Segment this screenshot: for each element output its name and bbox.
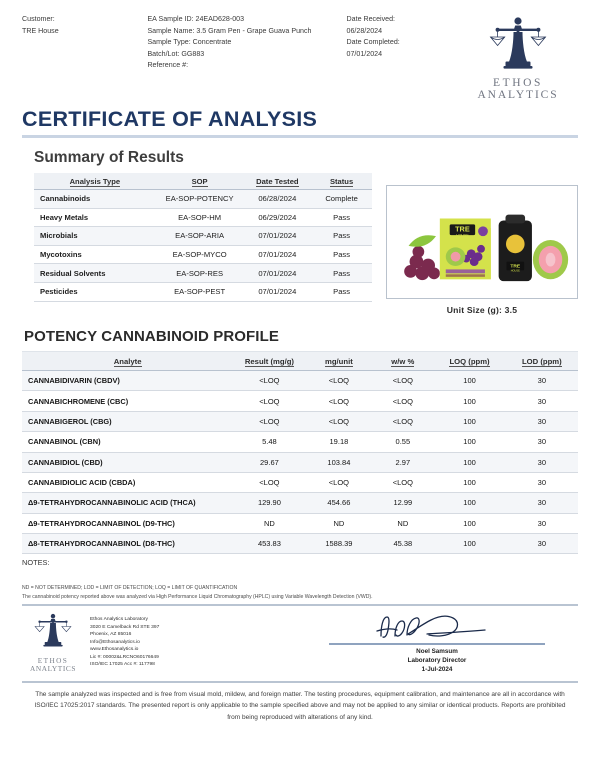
cell-date-tested: 07/01/2024 — [244, 282, 312, 301]
cell-analysis-type: Pesticides — [34, 282, 156, 301]
cell-ww: 12.99 — [372, 493, 433, 513]
cell-loq: 100 — [433, 432, 505, 452]
cell-mg-unit: <LOQ — [306, 472, 373, 492]
cell-status: Complete — [311, 190, 372, 209]
logo-text-ethos: ETHOS — [492, 77, 544, 89]
cell-analysis-type: Microbials — [34, 227, 156, 246]
cell-lod: 30 — [506, 371, 578, 391]
potency-cannabinoid-table — [22, 351, 578, 554]
cell-result: <LOQ — [233, 371, 305, 391]
cell-mg-unit: ND — [306, 513, 373, 533]
cell-ww: <LOQ — [372, 411, 433, 431]
cell-loq: 100 — [433, 513, 505, 533]
table-header-row — [22, 352, 578, 371]
cell-status: Pass — [311, 208, 372, 227]
reference-number: Reference #: — [147, 61, 189, 70]
signed-date: 1-Jul-2024 — [421, 665, 453, 673]
col-loq: LOQ (ppm) — [433, 352, 505, 371]
signature-image — [367, 612, 507, 642]
date-received-value: 06/28/2024 — [346, 26, 383, 35]
cell-result: <LOQ — [233, 472, 305, 492]
cell-ww: <LOQ — [372, 472, 433, 492]
cell-ww: 2.97 — [372, 452, 433, 472]
document-footer — [22, 612, 578, 723]
footer-logo-ethos: ETHOS — [37, 655, 69, 665]
notes-method: The cannabinoid potency reported above was analyzed via High Performance Liquid Chromatography (HPLC) using Variable Wavelength Detection (VWD). — [22, 593, 373, 600]
cell-mg-unit: <LOQ — [306, 391, 373, 411]
footer-divider — [22, 681, 578, 683]
table-row — [34, 282, 372, 301]
cell-result: <LOQ — [233, 411, 305, 431]
cell-analyte: CANNABICHROMENE (CBC) — [22, 391, 233, 411]
cell-result: <LOQ — [233, 391, 305, 411]
table-row — [34, 227, 372, 246]
date-completed-value: 07/01/2024 — [346, 49, 383, 58]
footer-brand-block — [22, 612, 272, 673]
cell-sop: EA-SOP-ARIA — [156, 227, 244, 246]
lab-email[interactable]: Info@Ethosanalytics.io — [90, 639, 140, 645]
sample-name: Sample Name: 3.5 Gram Pen - Grape Guava Punch — [147, 26, 312, 35]
cell-loq: 100 — [433, 411, 505, 431]
notes-label: NOTES: — [22, 558, 50, 568]
product-image-frame — [386, 185, 578, 299]
cell-result: 29.67 — [233, 452, 305, 472]
svg-text:TRE: TRE — [455, 224, 470, 234]
summary-results-table — [34, 173, 372, 302]
scales-of-justice-icon — [30, 612, 76, 652]
sample-id: EA Sample ID: 24EAD628-003 — [147, 15, 245, 23]
table-row — [34, 264, 372, 283]
col-result: Result (mg/g) — [233, 352, 305, 371]
col-analysis-type: Analysis Type — [34, 173, 156, 190]
cell-date-tested: 07/01/2024 — [244, 245, 312, 264]
cell-ww: ND — [372, 513, 433, 533]
page-title: CERTIFICATE OF ANALYSIS — [22, 107, 318, 131]
scales-of-justice-icon — [487, 14, 549, 76]
cell-loq: 100 — [433, 391, 505, 411]
table-row — [22, 391, 578, 411]
cell-sop: EA-SOP-PEST — [156, 282, 244, 301]
cell-lod: 30 — [506, 391, 578, 411]
summary-section — [22, 173, 578, 315]
cell-analyte: Δ9-TETRAHYDROCANNABINOLIC ACID (THCA) — [22, 493, 233, 513]
cell-status: Pass — [311, 282, 372, 301]
cell-loq: 100 — [433, 452, 505, 472]
lab-address-line2: Phoenix, AZ 85016 — [90, 632, 132, 638]
table-row — [22, 534, 578, 554]
customer-block — [22, 14, 147, 101]
cell-sop: EA-SOP-RES — [156, 264, 244, 283]
lab-name: Ethos Analytics Laboratory — [90, 616, 148, 622]
table-row — [22, 371, 578, 391]
cell-ww: <LOQ — [372, 371, 433, 391]
cell-loq: 100 — [433, 493, 505, 513]
col-lod: LOD (ppm) — [506, 352, 578, 371]
table-row — [22, 513, 578, 533]
table-row — [34, 245, 372, 264]
product-image-section — [386, 173, 578, 315]
cell-lod: 30 — [506, 432, 578, 452]
cell-lod: 30 — [506, 534, 578, 554]
cell-sop: EA-SOP-POTENCY — [156, 190, 244, 209]
notes-abbreviations: ND = NOT DETERMINED; LOD = LIMIT OF DETECTION; LOQ = LIMIT OF QUANTIFICATION — [22, 585, 238, 592]
table-header-row — [34, 173, 372, 190]
cell-ww: 45.38 — [372, 534, 433, 554]
cell-result: 5.48 — [233, 432, 305, 452]
cell-lod: 30 — [506, 472, 578, 492]
col-status: Status — [311, 173, 372, 190]
cell-mg-unit: <LOQ — [306, 411, 373, 431]
unit-size-label: Unit Size (g): 3.5 — [446, 305, 518, 315]
table-row — [22, 432, 578, 452]
cell-lod: 30 — [506, 493, 578, 513]
cell-sop: EA-SOP-MYCO — [156, 245, 244, 264]
product-photo — [389, 188, 575, 296]
dates-block — [347, 14, 462, 101]
footer-logo-analytics: ANALYTICS — [29, 663, 77, 673]
lab-address-block — [90, 612, 159, 669]
cell-date-tested: 06/28/2024 — [244, 190, 312, 209]
cell-result: ND — [233, 513, 305, 533]
table-row — [22, 452, 578, 472]
lab-website[interactable]: www.Ethosanalytics.io — [90, 647, 139, 653]
lab-iso-accreditation: ISO/IEC 17025 Acc #: 117798 — [90, 662, 155, 668]
cell-date-tested: 06/29/2024 — [244, 208, 312, 227]
brand-logo — [462, 14, 578, 101]
cell-mg-unit: 19.18 — [306, 432, 373, 452]
cell-mg-unit: <LOQ — [306, 371, 373, 391]
signature-block — [272, 612, 578, 673]
document-header — [22, 0, 578, 101]
notes-divider — [22, 604, 578, 606]
lab-address-line1: 3020 E Camelback Rd STE 397 — [90, 624, 160, 630]
date-received-label: Date Received: — [346, 15, 396, 23]
cell-mg-unit: 103.84 — [306, 452, 373, 472]
cell-sop: EA-SOP-HM — [156, 208, 244, 227]
signer-role: Laboratory Director — [407, 656, 467, 664]
cell-analyte: CANNABINOL (CBN) — [22, 432, 233, 452]
title-divider — [22, 135, 578, 138]
cell-loq: 100 — [433, 472, 505, 492]
svg-text:TRE: TRE — [510, 264, 521, 270]
col-date-tested: Date Tested — [244, 173, 312, 190]
customer-name: TRE House — [22, 26, 59, 35]
cell-status: Pass — [311, 245, 372, 264]
signer-name: Noel Samsum — [416, 647, 458, 655]
disclaimer-text: The sample analyzed was inspected and is free from visual mold, mildew, and foreign matter. The testing procedures, equipment calibration, and maintenance are all in accordance with ISO/IEC 17025:2017 standards. The presented report is only applicable to the sample specified above and may not be applied to any similar or identical products. Reports are prohibited from being reproduced with alterations of any kind. — [34, 690, 566, 721]
cell-analyte: Δ8-TETRAHYDROCANNABINOL (D8-THC) — [22, 534, 233, 554]
cell-ww: 0.55 — [372, 432, 433, 452]
cell-analysis-type: Residual Solvents — [34, 264, 156, 283]
lab-license: Lic #: 00002&LRCNO60176649 — [90, 654, 159, 660]
date-completed-label: Date Completed: — [346, 38, 400, 47]
cell-loq: 100 — [433, 371, 505, 391]
col-sop: SOP — [156, 173, 244, 190]
cell-loq: 100 — [433, 534, 505, 554]
cell-analysis-type: Mycotoxins — [34, 245, 156, 264]
cell-lod: 30 — [506, 411, 578, 431]
cell-ww: <LOQ — [372, 391, 433, 411]
cell-mg-unit: 454.66 — [306, 493, 373, 513]
batch-lot: Batch/Lot: GG883 — [147, 49, 205, 58]
logo-text-analytics: ANALYTICS — [477, 89, 559, 101]
svg-text:HOUSE: HOUSE — [456, 233, 469, 238]
cell-lod: 30 — [506, 513, 578, 533]
cell-status: Pass — [311, 227, 372, 246]
cell-analyte: Δ9-TETRAHYDROCANNABINOL (D9-THC) — [22, 513, 233, 533]
cell-analyte: CANNABIGEROL (CBG) — [22, 411, 233, 431]
cell-analysis-type: Heavy Metals — [34, 208, 156, 227]
cell-date-tested: 07/01/2024 — [244, 227, 312, 246]
col-ww-percent: w/w % — [372, 352, 433, 371]
cell-mg-unit: 1588.39 — [306, 534, 373, 554]
svg-text:HOUSE: HOUSE — [510, 269, 520, 273]
cell-analyte: CANNABIDIOL (CBD) — [22, 452, 233, 472]
cell-analyte: CANNABIDIOLIC ACID (CBDA) — [22, 472, 233, 492]
sample-type: Sample Type: Concentrate — [147, 38, 232, 47]
col-analyte: Analyte — [22, 352, 233, 371]
cell-result: 453.83 — [233, 534, 305, 554]
cell-result: 129.90 — [233, 493, 305, 513]
table-row — [34, 208, 372, 227]
table-row — [22, 472, 578, 492]
table-row — [22, 411, 578, 431]
potency-heading: POTENCY CANNABINOID PROFILE — [24, 328, 279, 345]
cell-analysis-type: Cannabinoids — [34, 190, 156, 209]
notes-fineprint — [22, 584, 578, 601]
table-row — [22, 493, 578, 513]
signature-line — [329, 643, 545, 645]
sample-block — [147, 14, 346, 101]
table-row — [34, 190, 372, 209]
cell-lod: 30 — [506, 452, 578, 472]
cell-date-tested: 07/01/2024 — [244, 264, 312, 283]
cell-status: Pass — [311, 264, 372, 283]
summary-heading: Summary of Results — [34, 149, 184, 166]
col-mg-unit: mg/unit — [306, 352, 373, 371]
cell-analyte: CANNABIDIVARIN (CBDV) — [22, 371, 233, 391]
customer-label: Customer: — [22, 15, 55, 23]
